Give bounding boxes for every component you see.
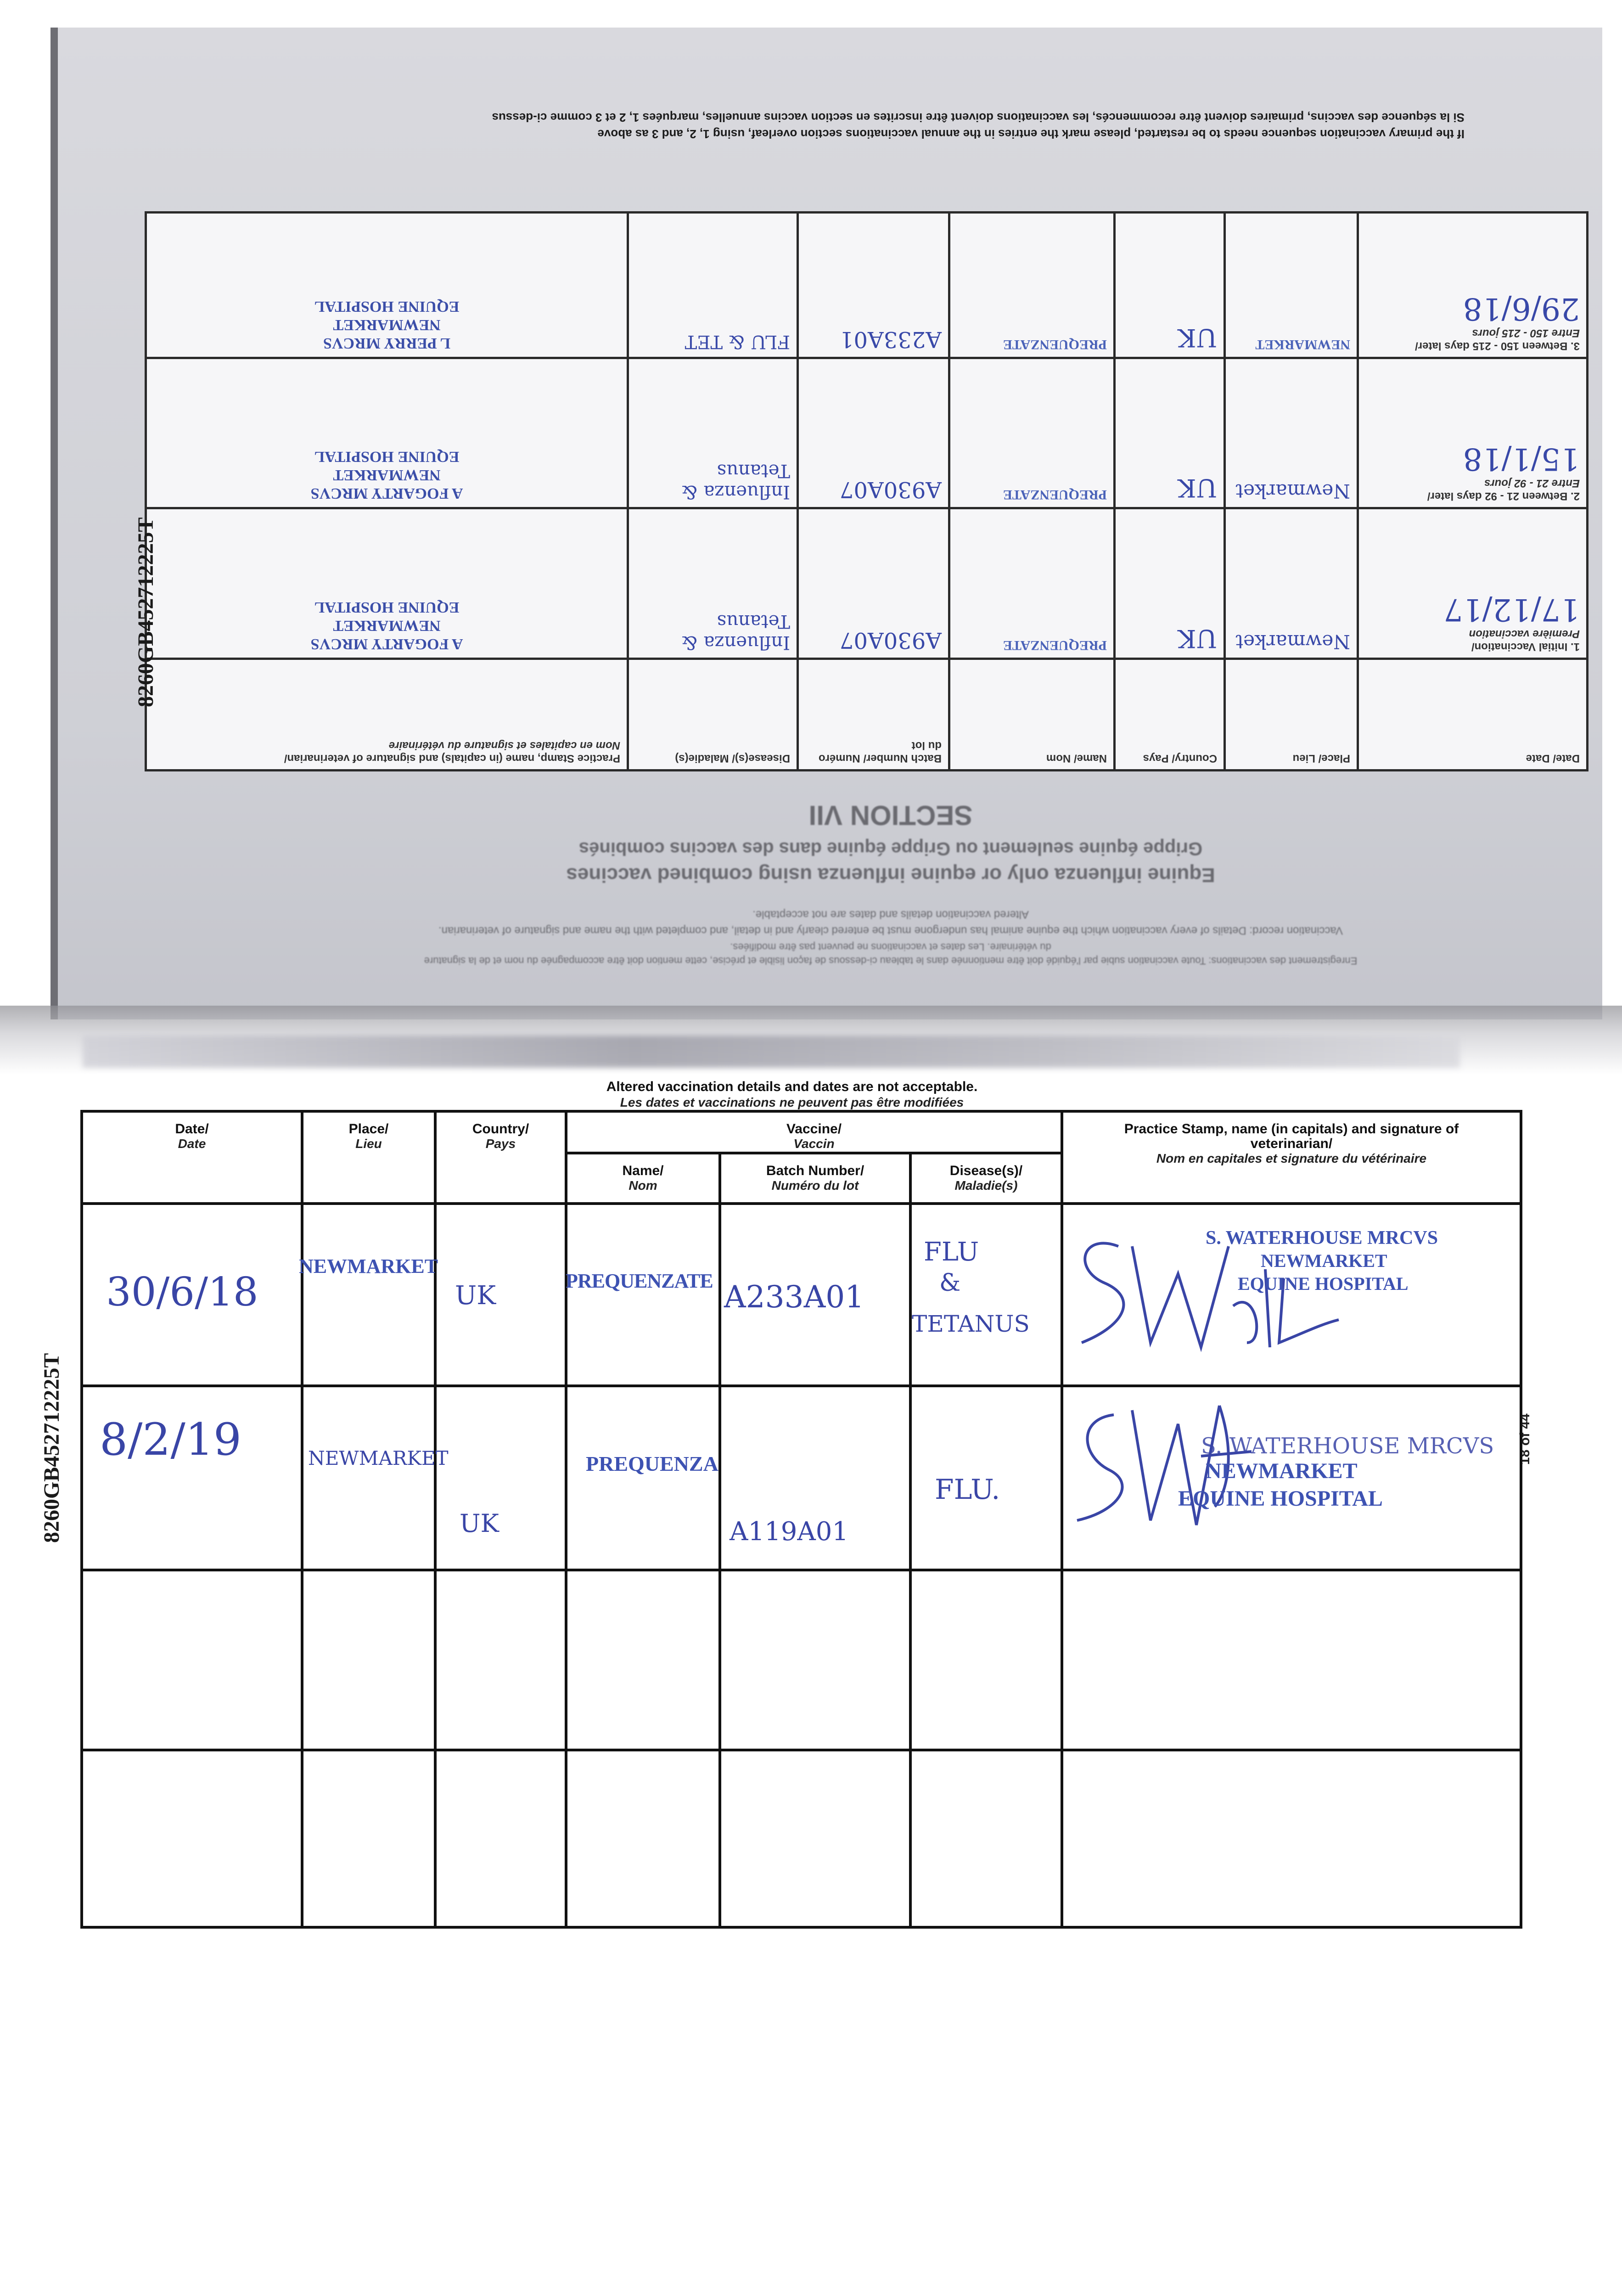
top-batch-value: A930A07 bbox=[798, 508, 949, 659]
stamp-hospital: EQUINE HOSPITAL bbox=[1178, 1486, 1383, 1511]
vaccine-header-en: Vaccine/ bbox=[786, 1121, 842, 1137]
top-col-place: Place/ Lieu bbox=[1225, 659, 1358, 771]
stamp-hospital: EQUINE HOSPITAL bbox=[1238, 1273, 1409, 1294]
top-place-value: NEWMARKET bbox=[1225, 213, 1358, 358]
country-header-en: Country/ bbox=[472, 1121, 529, 1137]
name-header-fr: Nom bbox=[629, 1178, 657, 1193]
place-cell[interactable] bbox=[302, 1750, 435, 1927]
date-cell[interactable] bbox=[82, 1570, 302, 1750]
top-disease-value: FLU & TET bbox=[628, 213, 798, 358]
name-header bbox=[566, 1153, 720, 1204]
vaccine-header-fr: Vaccin bbox=[793, 1137, 835, 1151]
section-title: SECTION VII bbox=[808, 800, 973, 831]
top-restart-note bbox=[188, 109, 1465, 142]
row-label: 3. Between 150 - 215 days later/ bbox=[1415, 339, 1580, 352]
top-place-value: Newmarket bbox=[1225, 508, 1358, 659]
disease-header-fr: Maladie(s) bbox=[954, 1178, 1018, 1193]
practice-header-en: Practice Stamp, name (in capitals) and signature of veterinarian/ bbox=[1124, 1121, 1459, 1151]
country-cell bbox=[435, 1386, 566, 1570]
top-date-value: 29/6/18 bbox=[1463, 291, 1580, 326]
vaccine-name-cell bbox=[566, 1204, 720, 1385]
date-cell[interactable] bbox=[82, 1750, 302, 1927]
stamp-line: L PERRY MRCVS bbox=[323, 334, 451, 352]
rotated-content bbox=[58, 28, 1602, 1019]
top-row-third bbox=[146, 213, 1588, 358]
batch-value: A119A01 bbox=[730, 1516, 849, 1547]
country-cell[interactable] bbox=[435, 1570, 566, 1750]
vaccine-name-cell bbox=[566, 1386, 720, 1570]
disease-value: FLU. bbox=[935, 1473, 1000, 1506]
stamp-vet-name: S. WATERHOUSE MRCVS bbox=[1201, 1433, 1494, 1459]
top-batch-value: A930A07 bbox=[798, 358, 949, 508]
primary-vaccination-table bbox=[145, 211, 1588, 771]
practice-header bbox=[1062, 1111, 1521, 1204]
top-col-date: Date/ Date bbox=[1358, 659, 1588, 771]
disease-header-en: Disease(s)/ bbox=[949, 1163, 1023, 1179]
top-disease-value: Influenza & Tetanus bbox=[628, 508, 798, 659]
disease-header bbox=[910, 1153, 1062, 1204]
name-header-en: Name/ bbox=[622, 1163, 664, 1179]
country-value: UK bbox=[455, 1281, 496, 1311]
row-label: 2. Between 21 - 92 days later/ bbox=[1427, 490, 1580, 503]
stamp-line: NEWMARKET bbox=[333, 316, 441, 333]
practice-stamp-cell[interactable] bbox=[1062, 1570, 1521, 1750]
top-col-practice-en: Practice Stamp, name (in capitals) and signature of veterinarian/ bbox=[284, 752, 620, 765]
country-header bbox=[435, 1111, 566, 1204]
vaccination-row-2 bbox=[82, 1386, 1521, 1570]
date-cell bbox=[82, 1204, 302, 1385]
place-value: NEWMARKET bbox=[299, 1255, 438, 1278]
country-value: UK bbox=[460, 1508, 499, 1538]
country-cell bbox=[435, 1204, 566, 1385]
top-batch-value: A233A01 bbox=[798, 213, 949, 358]
top-place-value: Newmarket bbox=[1225, 358, 1358, 508]
top-row-initial bbox=[146, 508, 1588, 659]
practice-stamp-cell[interactable] bbox=[1062, 1750, 1521, 1927]
top-col-country: Country/ Pays bbox=[1115, 659, 1225, 771]
stamp-line: NEWMARKET bbox=[333, 467, 441, 484]
top-name-value: PREQUENZATE bbox=[949, 358, 1115, 508]
disease-value: & bbox=[939, 1269, 961, 1297]
date-value: 30/6/18 bbox=[106, 1269, 258, 1316]
row-label: 1. Initial Vaccination/ bbox=[1471, 641, 1580, 653]
top-col-practice-fr: Nom en capitales et signature du vétérinaire bbox=[388, 739, 620, 752]
faded-instruction: Enregistrement des vaccinations: Toute vaccination subie par l'équidé doit être mentionnée dans le tableau ci-dessous de façon lisible et précise, cette mention doit être accompagnée du nom et de la signature bbox=[424, 955, 1358, 967]
top-name-value: PREQUENZATE bbox=[949, 508, 1115, 659]
date-cell bbox=[82, 1386, 302, 1570]
faded-instruction: du vétérinaire. Les dates et vaccinations ne peuvent pas être modifiées. bbox=[730, 941, 1051, 953]
top-stamp bbox=[146, 358, 628, 508]
stamp-vet-name: S. WATERHOUSE MRCVS bbox=[1206, 1227, 1438, 1249]
batch-cell[interactable] bbox=[720, 1570, 910, 1750]
practice-stamp-cell bbox=[1062, 1386, 1521, 1570]
stamp-line: EQUINE HOSPITAL bbox=[314, 298, 460, 315]
top-row-date-cell bbox=[1358, 358, 1588, 508]
batch-value: A233A01 bbox=[724, 1279, 864, 1315]
passport-code-bottom: 8260GB452712225T bbox=[39, 1353, 64, 1543]
date-header-en: Date/ bbox=[175, 1121, 209, 1137]
row-label-fr: Entre 150 - 215 jours bbox=[1472, 326, 1580, 339]
disease-value: TETANUS bbox=[912, 1311, 1030, 1338]
disease-cell bbox=[910, 1204, 1062, 1385]
faded-instruction: Vaccination record: Details of every vaccination which the equine animal has undergone must be entered clearly and in detail, and completed with the name and signature of veterinarian. bbox=[438, 924, 1343, 937]
vaccination-row-empty bbox=[82, 1570, 1521, 1750]
vaccine-name-value: PREQUENZATE bbox=[566, 1270, 713, 1293]
top-stamp bbox=[146, 213, 628, 358]
country-cell[interactable] bbox=[435, 1750, 566, 1927]
vaccine-name-cell[interactable] bbox=[566, 1570, 720, 1750]
stamp-line: A FOGARTY MRCVS bbox=[310, 636, 463, 653]
place-header-en: Place/ bbox=[348, 1121, 389, 1137]
top-col-batch: Batch Number/ Numéro du lot bbox=[798, 659, 949, 771]
batch-cell[interactable] bbox=[720, 1750, 910, 1927]
place-header-fr: Lieu bbox=[355, 1137, 382, 1151]
top-country-value: UK bbox=[1115, 213, 1225, 358]
stamp-line: EQUINE HOSPITAL bbox=[314, 448, 460, 466]
top-row-date-cell bbox=[1358, 508, 1588, 659]
country-header-fr: Pays bbox=[485, 1137, 516, 1151]
top-restart-note-en: If the primary vaccination sequence needs to be restarted, please mark the entries in the annual vaccinations section overleaf, using 1, 2, and 3 as above bbox=[597, 127, 1465, 141]
section-subtitle: Equine influenza only or equine influenza using combined vaccines bbox=[566, 864, 1215, 886]
stamp-town: NEWMARKET bbox=[1206, 1458, 1358, 1483]
faded-section-banner bbox=[83, 1035, 1460, 1068]
disease-cell bbox=[910, 1386, 1062, 1570]
place-cell bbox=[299, 1204, 438, 1385]
top-col-disease: Disease(s)/ Maladie(s) bbox=[628, 659, 798, 771]
top-col-name: Name/ Nom bbox=[949, 659, 1115, 771]
row-label-fr: Entre 21 - 92 jours bbox=[1484, 477, 1580, 490]
stamp-line: NEWMARKET bbox=[333, 617, 441, 634]
date-header bbox=[82, 1111, 302, 1204]
top-country-value: UK bbox=[1115, 508, 1225, 659]
section-subtitle-fr: Grippe équine seulement ou Grippe équine dans des vaccins combinés bbox=[578, 838, 1203, 859]
faded-instruction: Altered vaccination details and dates are not acceptable. bbox=[752, 908, 1029, 921]
batch-header bbox=[720, 1153, 910, 1204]
top-date-value: 15/1/18 bbox=[1463, 441, 1580, 477]
practice-stamp-cell bbox=[1062, 1204, 1521, 1385]
batch-header-en: Batch Number/ bbox=[766, 1163, 864, 1179]
alteration-notice bbox=[459, 1079, 1125, 1110]
alteration-notice-en: Altered vaccination details and dates are not acceptable. bbox=[606, 1079, 978, 1094]
vaccine-header bbox=[566, 1111, 1062, 1153]
place-value: NEWMARKET bbox=[308, 1446, 449, 1469]
stamp-line: A FOGARTY MRCVS bbox=[310, 485, 463, 502]
top-col-practice bbox=[146, 659, 628, 771]
top-date-value: 17/12/17 bbox=[1443, 592, 1580, 627]
top-disease-value: Influenza & Tetanus bbox=[628, 358, 798, 508]
stamp-town: NEWMARKET bbox=[1261, 1250, 1387, 1272]
vaccination-row-empty bbox=[82, 1750, 1521, 1927]
disease-cell[interactable] bbox=[910, 1570, 1062, 1750]
vaccine-name-value: PREQUENZA bbox=[586, 1452, 718, 1475]
vaccine-name-cell[interactable] bbox=[566, 1750, 720, 1927]
passport-code-top: 8260GB452712225T bbox=[134, 517, 158, 707]
place-header bbox=[302, 1111, 435, 1204]
top-restart-note-fr: Si la séquence des vaccins, primaires doivent être recommencés, les vaccinations doivent être inscrites en section vaccins annuelles, marquées 1, 2 et 3 comme ci-dessus bbox=[492, 111, 1465, 124]
place-cell bbox=[302, 1386, 449, 1570]
disease-value: FLU bbox=[924, 1237, 979, 1267]
practice-header-fr: Nom en capitales et signature du vétérinaire bbox=[1156, 1151, 1427, 1165]
batch-cell bbox=[720, 1386, 910, 1570]
date-header-fr: Date bbox=[178, 1137, 206, 1151]
alteration-notice-fr: Les dates et vaccinations ne peuvent pas être modifiées bbox=[620, 1095, 964, 1109]
row-label-fr: Première vaccination bbox=[1469, 628, 1580, 640]
top-header-row bbox=[146, 659, 1588, 771]
top-row-date-cell bbox=[1358, 213, 1588, 358]
top-country-value: UK bbox=[1115, 358, 1225, 508]
top-row-second bbox=[146, 358, 1588, 508]
stamp-line: EQUINE HOSPITAL bbox=[314, 599, 460, 616]
top-stamp bbox=[146, 508, 628, 659]
vaccination-row-1 bbox=[82, 1204, 1521, 1385]
date-value: 8/2/19 bbox=[100, 1413, 241, 1465]
batch-header-fr: Numéro du lot bbox=[771, 1178, 859, 1193]
vaccination-record-table bbox=[80, 1110, 1522, 1929]
place-cell[interactable] bbox=[302, 1570, 435, 1750]
header-row-top bbox=[82, 1111, 1521, 1153]
page-index: 18 of 44 bbox=[1517, 1413, 1532, 1465]
batch-cell bbox=[720, 1204, 910, 1385]
top-name-value: PREQUENZATE bbox=[949, 213, 1115, 358]
disease-cell[interactable] bbox=[910, 1750, 1062, 1927]
previous-page-scan bbox=[51, 28, 1602, 1019]
